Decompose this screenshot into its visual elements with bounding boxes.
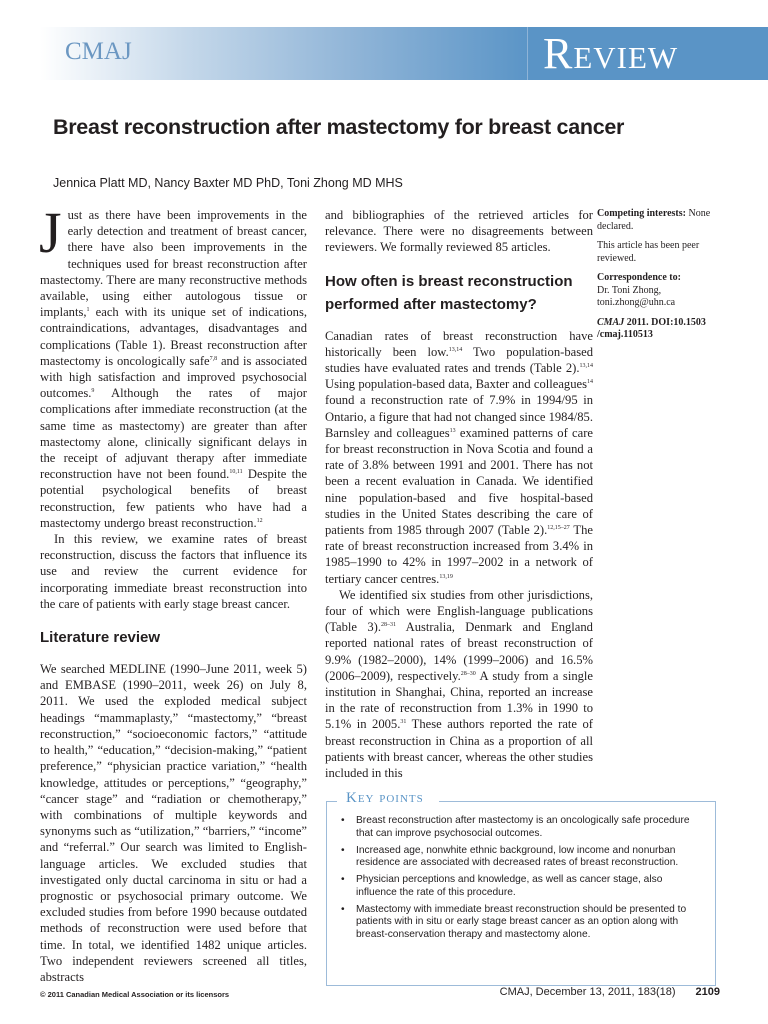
intro-paragraph: Just as there have been improvements in the early detection and treatment of breast cancer, there have also been improvements in the techniques used for breast reconstruction after mastectomy. There are many reconstructive methods available, using either autologous tissue or implants,$^1$ each with its unique set of indications, contraindications, advantages, disadvantages and complications (Table 1). Breast reconstruction after mastectomy is oncologically safe$^{7,8}$ and is associated with high satisfaction and improved psychosocial outcomes.$^9$ Although the rates of major complications after immediate reconstruction (at the same time as mastectomy) are greater than after mastectomy alone, clinically significant delays in the receipt of adjuvant therapy after immediate reconstruction have not been found.$^{10,11}$ Despite the potential psychological benefits of breast reconstruction, few patients who have had a mastectomy undergo breast reconstruction.$^{12}$ — [39, 200, 307, 530]
article-authors: Jennica Platt MD, Nancy Baxter MD PhD, Toni Zhong MD MHS — [53, 176, 403, 190]
list-item: • Increased age, nonwhite ethnic background, low income and nonurban residence are associated with decreased rates of breast reconstruction. — [341, 844, 679, 868]
citation-reference: 28–30 — [460, 670, 476, 677]
rates-paragraph-2: We identified six studies from other jurisdictions, four of which were English-language publications (Table 3).$^{28-31}$ Australia, Denmark and England reported national rates of breast reconstruction of 9.9% (1982–2000), 14% (1999–2006) and 16.5% (2006–2009), respectively.$^{28-30}$ A study from a single institution in Shanghai, China, reported an increase in the rate of reconstruction from 1.3% in 1990 to 5.1% in 2005.31 These authors reported the rate of breast reconstruction in China as a proportion of all patients with breast cancer, whereas the other studies included in this — [325, 587, 594, 781]
literature-paragraph-cont: and bibliographies of the retrieved articles for relevance. There were no disagreements between reviewers. We formally reviewed 85 articles. — [325, 208, 593, 255]
citation-reference: 9 — [91, 388, 95, 395]
list-item: • Breast reconstruction after mastectomy is an oncologically safe procedure that can improve psychosocial outcomes. — [341, 815, 690, 839]
column-1 — [39, 200, 307, 985]
bullet-icon: • — [341, 815, 345, 826]
citation-reference: 13,14 — [579, 363, 593, 370]
key-points-box — [326, 790, 716, 986]
doi-citation: CMAJ 2011. DOI:10.1503 /cmaj.110513 — [597, 316, 706, 340]
citation-reference: 13,19 — [439, 573, 453, 580]
key-points-title: Key points — [346, 790, 424, 806]
citation-reference: 1 — [86, 307, 90, 314]
drop-cap: J — [39, 200, 62, 265]
footer-citation: CMAJ, December 13, 2011, 183(18) 2109 — [499, 986, 720, 998]
page-number: 2109 — [695, 986, 720, 998]
key-points-list — [341, 815, 703, 946]
correspondence: Correspondence to: Dr. Toni Zhong, toni.zhong@uhn.ca — [597, 272, 681, 308]
citation-reference: 7,8 — [209, 355, 218, 362]
list-item: • Mastectomy with immediate breast reconstruction should be presented to patients with in situ or early stage breast cancer as an option along with breast-conservation therapy and mastectomy alone. — [341, 903, 687, 940]
citation-reference: 28–31 — [380, 622, 396, 629]
correspondence-email[interactable]: toni.zhong@uhn.ca — [597, 297, 676, 308]
section-heading-how-often: How often is breast reconstruction performed after mastectomy? — [325, 272, 573, 313]
citation-reference: 10,11 — [229, 469, 243, 476]
intro-paragraph-2: In this review, we examine rates of breast reconstruction, discuss the factors that influence its use and review the current evidence for incorporating immediate breast reconstruction into the care of patients with early stage breast cancer. — [40, 532, 307, 611]
column-2 — [325, 207, 593, 781]
citation-reference: 12 — [256, 517, 263, 524]
section-label: Review — [543, 29, 679, 78]
journal-logo: CMAJ — [65, 38, 132, 65]
rates-paragraph: Canadian rates of breast reconstruction have historically been low.$^{13,14}$ Two population-based studies have evaluated rates and trends (Table 2).$^{13,14}$ Using population-based data, Baxter and colleagues$^{14}$ found a reconstruction rate of 7.9% in 1994/95 in Ontario, a figure that had not changed since 1984/85. Barnsley and colleagues$^{13}$ examined patterns of care for breast reconstruction in Nova Scotia and found a rate of 3.8% between 1991 and 2001. There has not been a recent evaluation in Canada. We identified nine population-based and five hospital-based studies in the United States describing the care of patients from 1985 through 2007 (Table 2).$^{12,15-27}$ The rate of breast reconstruction increased from 3.4% in 1985–1990 to 42% in 1997–2002 in a network of tertiary cancer centres.$^{13,19}$ — [325, 328, 593, 586]
competing-interests: Competing interests: None declared. — [597, 208, 711, 232]
list-item: • Physician perceptions and knowledge, as well as cancer stage, also influence the rate of this procedure. — [341, 874, 663, 898]
citation-reference: 12,15–27 — [547, 525, 570, 532]
citation-reference: 13,14 — [448, 346, 463, 353]
section-heading-literature-review: Literature review — [40, 629, 161, 647]
citation-reference: 31 — [400, 719, 407, 726]
bullet-icon: • — [341, 874, 345, 885]
peer-review-note: This article has been peer reviewed. — [597, 240, 700, 264]
article-sidebar — [597, 208, 722, 349]
bullet-icon: • — [341, 903, 345, 915]
article-title: Breast reconstruction after mastectomy for breast cancer — [53, 115, 625, 139]
citation-reference: 13 — [449, 427, 456, 434]
citation-reference: 14 — [587, 379, 593, 386]
footer-copyright: © 2011 Canadian Medical Association or its licensors — [40, 990, 230, 999]
literature-paragraph: We searched MEDLINE (1990–June 2011, week 5) and EMBASE (1990–2011, week 26) on July 8, 2011. We used the exploded medical subject headings “mammaplasty,” “mastectomy,” “breast reconstruction,” “socioeconomic factors,” “attitude to health,” “education,” “decision-making,” “patient preference,” “physician practice variation,” “health knowledge, attitudes or perceptions,” “geography,” “cancer stage” and “radiation or chemotherapy,” with combinations of multiple keywords and synonyms such as “utilization,” “barriers,” “income” and “referral.” Our search was limited to English-language articles. We excluded studies that investigated only ductal carcinoma in situ or had a prognostic or psychosocial primary outcome. We excluded studies from before 1990 because outdated methods of reconstruction were used before that time. In total, we identified 1482 unique articles. Two independent reviewers screened all titles, abstracts — [40, 662, 307, 984]
bullet-icon: • — [341, 844, 345, 856]
